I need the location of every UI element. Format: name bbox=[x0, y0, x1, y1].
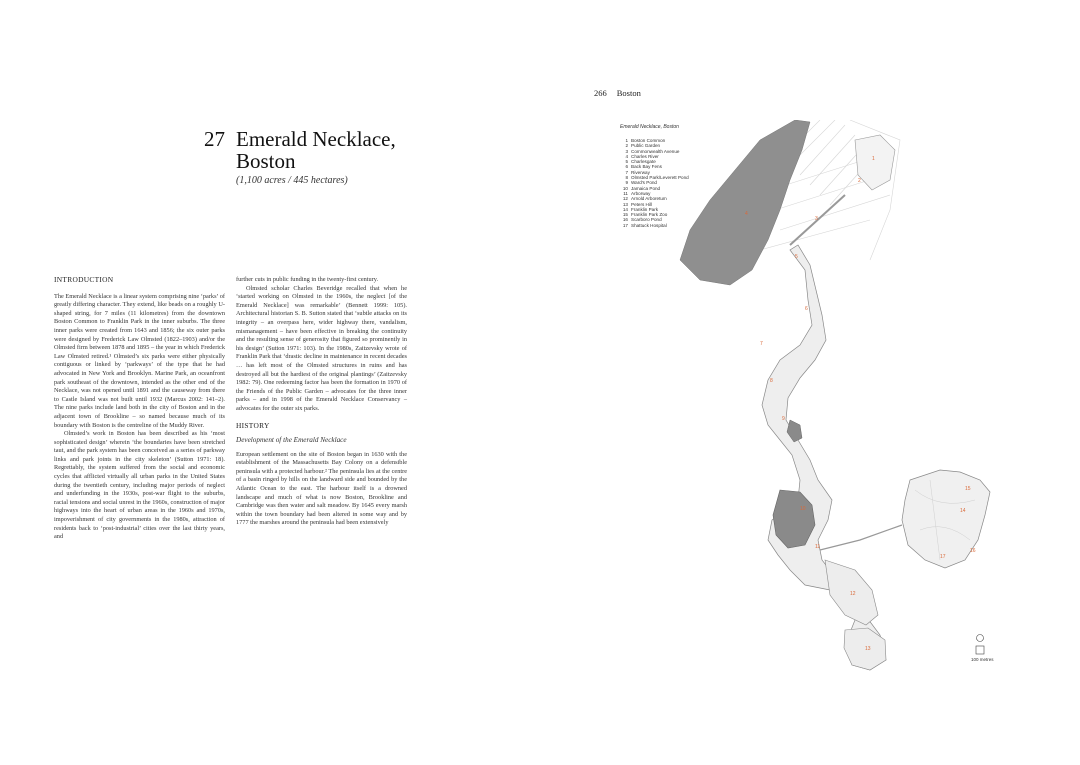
map-label: 9 bbox=[782, 416, 785, 422]
legend-label: Charles River bbox=[631, 153, 659, 159]
legend-number: 2 bbox=[625, 143, 628, 149]
map-label: 2 bbox=[858, 178, 861, 184]
chapter-title-line1: Emerald Necklace, bbox=[236, 127, 396, 151]
map-label: 7 bbox=[760, 341, 763, 347]
map-label: 16 bbox=[970, 548, 976, 554]
map-label: 8 bbox=[770, 378, 773, 384]
map-label: 3 bbox=[815, 216, 818, 222]
legend-label: Ward's Pond bbox=[631, 180, 657, 186]
map-label: 11 bbox=[815, 544, 821, 550]
introduction-heading: INTRODUCTION bbox=[54, 275, 114, 284]
legend-label: Olmsted Park/Leverett Pond bbox=[631, 175, 689, 181]
charles-river bbox=[680, 120, 810, 285]
legend-number: 3 bbox=[625, 148, 628, 154]
map-label: 5 bbox=[795, 254, 798, 260]
legend-number: 17 bbox=[622, 222, 628, 228]
legend-label: Charlesgate bbox=[631, 159, 656, 165]
scale-box bbox=[976, 646, 984, 654]
legend-label: Public Garden bbox=[631, 143, 661, 149]
map-title: Emerald Necklace, Boston bbox=[620, 124, 679, 130]
legend-label: Scarboro Pond bbox=[631, 217, 662, 223]
scale-label: 100 metres bbox=[971, 657, 994, 662]
legend-label: Shattuck Hospital bbox=[631, 222, 667, 228]
legend-number: 13 bbox=[622, 201, 628, 207]
col2-paragraph-1: further cuts in public funding in the twenty-first century. bbox=[236, 276, 379, 283]
park-area: (1,100 acres / 445 hectares) bbox=[236, 175, 348, 186]
running-head bbox=[594, 88, 641, 98]
legend-number: 8 bbox=[625, 175, 628, 181]
history-subheading: Development of the Emerald Necklace bbox=[236, 436, 347, 445]
legend-number: 4 bbox=[625, 153, 628, 159]
map-label: 13 bbox=[865, 646, 871, 652]
legend-number: 6 bbox=[625, 164, 628, 170]
legend-label: Riverway bbox=[631, 169, 650, 175]
map-label: 17 bbox=[940, 554, 946, 560]
legend-number: 5 bbox=[625, 159, 628, 165]
legend-label: Franklin Park bbox=[631, 206, 659, 212]
legend-label: Back Bay Fens bbox=[631, 164, 662, 170]
map-label: 12 bbox=[850, 591, 856, 597]
legend-label: Arnold Arboretum bbox=[631, 196, 667, 202]
legend-label: Boston Common bbox=[631, 138, 666, 143]
map-label: 4 bbox=[745, 211, 748, 217]
map-label: 15 bbox=[965, 486, 971, 492]
chapter-number: 27 bbox=[204, 127, 225, 151]
boston-common bbox=[855, 135, 895, 190]
legend-number: 16 bbox=[622, 217, 628, 223]
map-label: 10 bbox=[800, 506, 806, 512]
legend-label: Commonwealth Avenue bbox=[631, 148, 680, 154]
intro-paragraph-1: The Emerald Necklace is a linear system comprising nine ‘parks’ of greatly differing character. They extend, like beads on a roughly U-shaped string, for 7 miles (11 kilometres) from the downtown Boston Common to Franklin Park in the inner suburbs. The three inner parks were created from 1643 and 1856; the six outer parks were designed by Frederick Law Olmsted (1822–1903) and/or the Olmsted firm between 1878 and 1895 – the year in which Frederick Law Olmsted retired.¹ Olmsted’s six parks were either physically contiguous or linked by ‘parkways’ of the type that he had advocated in New York and Brooklyn. Marine Park, an oceanfront park southeast of the downtown, intended as the other end of the Necklace, was not opened until 1891 and the causeway from there to Castle Island was not built until 1932 (Marcus 2002: 141–2). The nine parks include land both in the city of Boston and in the adjacent town of Brookline – so named because much of its boundary with Boston is the centreline of the Muddy River. bbox=[54, 292, 225, 429]
legend-label: Franklin Park Zoo bbox=[631, 212, 668, 218]
history-heading: HISTORY bbox=[236, 420, 270, 430]
legend-number: 12 bbox=[622, 196, 628, 202]
col2-paragraph-2: Olmsted scholar Charles Beveridge recalled that when he ‘started working on Olmsted in the 1960s, the neglect [of the Emerald Necklace] was remarkable’ (Bennett 1999: 105). Architectural historian S. B. Sutton stated that ‘subtle attacks on its integrity – an overpass here, wider highway there, vandalism, mismanagement – have been effective in breaking the continuity and the resulting sense of generosity that figured so prominently in his design’ (Sutton 1971: 103). In the 1980s, Zaitzevsky wrote of Franklin Park that ‘drastic decline in maintenance in recent decades … has left most of the Olmsted structures in ruins and has destroyed all but the hardiest of the original plantings’ (Zaitzevsky 1982: 79). One redeeming factor has been the formation in 1970 of the Friends of the Public Garden – advocates for the three inner parks – and in 1998 of the Emerald Necklace Conservancy – advocates for the outer six parks. bbox=[236, 284, 407, 412]
franklin-park bbox=[902, 470, 990, 568]
legend-label: Arborway bbox=[631, 190, 651, 196]
page-number: 266 bbox=[594, 88, 607, 98]
running-title: Boston bbox=[616, 88, 641, 98]
legend-number: 7 bbox=[625, 169, 628, 175]
text-column-1 bbox=[54, 276, 225, 542]
park-map bbox=[640, 120, 1060, 680]
legend-number: 15 bbox=[622, 212, 628, 218]
legend-label: Peters Hill bbox=[631, 201, 652, 207]
map-label: 6 bbox=[805, 306, 808, 312]
legend-label: Jamaica Pond bbox=[631, 185, 661, 191]
map-label: 1 bbox=[872, 156, 875, 162]
intro-paragraph-2: Olmsted’s work in Boston has been described as his ‘most sophisticated design’ wherein ‘the boundaries have been stretched taut, and the park system has been conceived as a series of parkway links and park joints in the city skeleton’ (Sutton 1971: 18). Regrettably, the system suffered from the social and economic cycles that afflicted virtually all urban parks in the United States during the twentieth century, including major periods of neglect and underfunding in the 1930s, post-war flight to the suburbs, racial tensions and social unrest in the 1960s, construction of major highways into the heart of urban areas in the 1960s and 1970s, impoverishment of city governments in the 1980s, attraction of residents back to ‘post-industrial’ cities over the last thirty years, and bbox=[54, 430, 225, 541]
legend-number: 11 bbox=[623, 190, 628, 196]
text-column-2 bbox=[236, 276, 407, 528]
map-label: 14 bbox=[960, 508, 966, 514]
legend-number: 14 bbox=[622, 206, 628, 212]
map-scale bbox=[971, 635, 994, 663]
north-arrow-icon bbox=[977, 635, 984, 642]
legend-number: 10 bbox=[622, 185, 628, 191]
arborway bbox=[820, 525, 902, 550]
chapter-title-line2: Boston bbox=[236, 149, 296, 173]
history-paragraph-1: European settlement on the site of Boston began in 1630 with the establishment of the Massachusetts Bay Colony on a defensible peninsula with a protected harbour.² The peninsula lies at the centre of a basin ringed by hills on the landward side and bounded by the Atlantic Ocean to the east. The harbour itself is a drowned landscape and much of what is now Boston, Brookline and Cambridge was then water and salt meadow. By 1645 every marsh within the town boundary had been altered in some way and by 1777 the marshes around the peninsula had been extensively bbox=[236, 450, 407, 527]
legend-number: 1 bbox=[625, 138, 628, 143]
legend-number: 9 bbox=[625, 180, 628, 186]
